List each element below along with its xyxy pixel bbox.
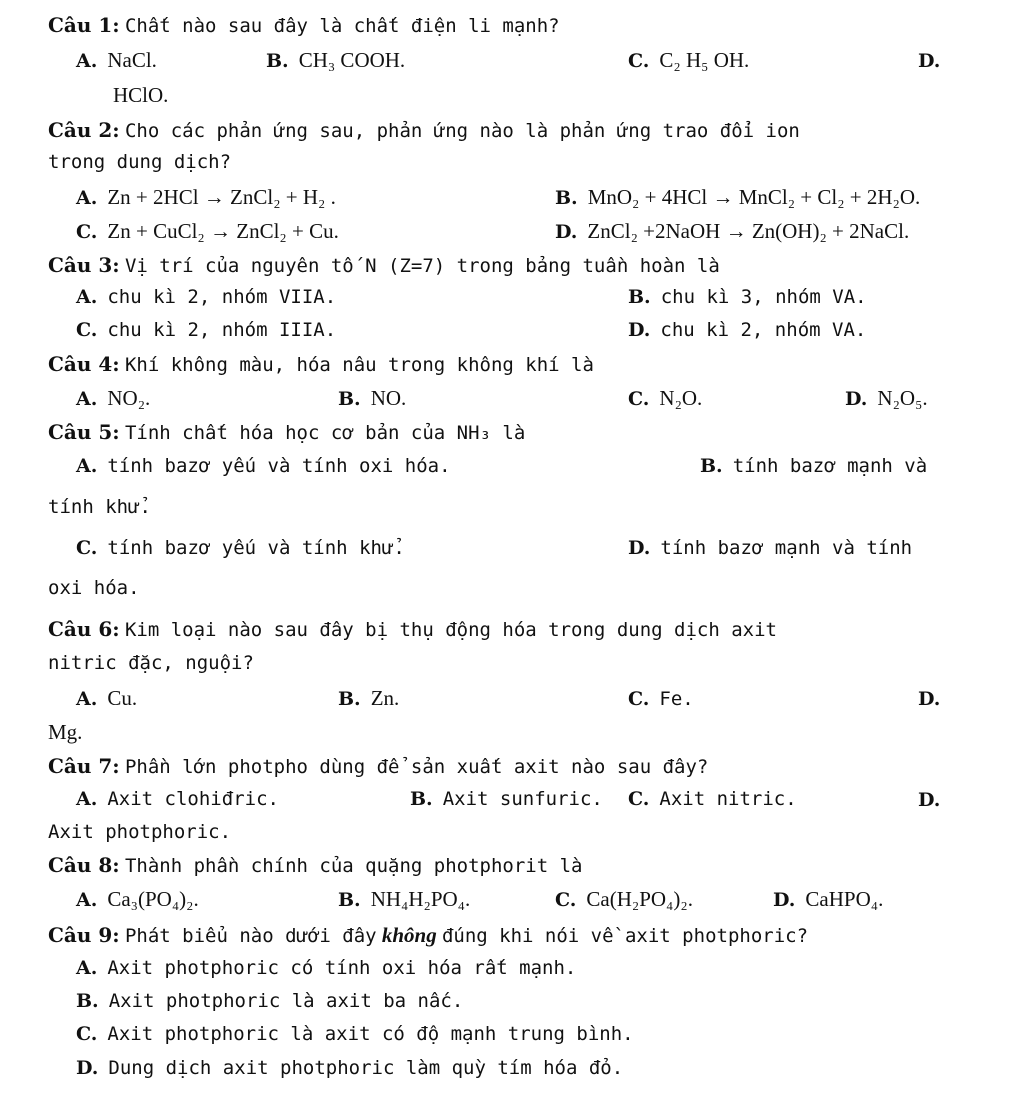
option-text: Dung dịch axit photphoric làm quỳ tím hóa đỏ. <box>108 1057 624 1079</box>
question-text: Chất nào sau đây là chất điện li mạnh? <box>124 15 560 37</box>
option-text: MnO₂ + 4HCl → MnCl₂ + Cl₂ + 2H₂O. <box>587 185 921 209</box>
option-b <box>338 685 399 712</box>
question-5 <box>48 419 525 446</box>
option-c <box>76 1021 634 1047</box>
option-letter: B. <box>628 286 651 308</box>
option-text: Zn. <box>370 686 400 710</box>
option-text: CaHPO₄. <box>805 887 884 911</box>
option-text: tính bazơ yếu và tính khử. <box>107 537 405 559</box>
option-a <box>76 786 279 812</box>
question-text: Kim loại nào sau đây bị thụ động hóa trong dung dịch axit <box>124 619 777 641</box>
option-text: NaCl. <box>107 48 157 72</box>
question-label: Câu 8: <box>48 853 120 877</box>
option-d <box>845 385 928 412</box>
option-text: chu kì 2, nhóm VIIA. <box>107 286 337 308</box>
option-a <box>76 453 451 479</box>
option-text: Axit photphoric có tính oxi hóa rất mạnh. <box>107 957 577 979</box>
option-d <box>555 218 909 245</box>
option-letter: D. <box>628 319 651 341</box>
option-a <box>76 284 336 310</box>
question-1 <box>48 12 560 39</box>
option-letter: C. <box>76 537 98 559</box>
option-text: Axit photphoric là axit có độ mạnh trung bình. <box>107 1023 634 1045</box>
option-letter: A. <box>76 688 98 710</box>
question-text-after: đúng khi nói về axit photphoric? <box>441 925 809 947</box>
option-text: CH₃ COOH. <box>298 48 406 72</box>
question-label: Câu 1: <box>48 13 120 37</box>
option-letter: D. <box>555 221 578 243</box>
option-letter: B. <box>338 388 361 410</box>
option-letter: C. <box>628 388 650 410</box>
option-b <box>338 886 470 913</box>
option-a <box>76 385 150 412</box>
option-d <box>76 1055 623 1081</box>
option-text: tính bazơ mạnh và tính <box>660 537 913 559</box>
option-text: Axit photphoric là axit ba nấc. <box>108 990 464 1012</box>
option-letter: B. <box>266 50 289 72</box>
option-letter: D. <box>773 889 796 911</box>
question-4 <box>48 351 594 378</box>
option-letter: A. <box>76 889 98 911</box>
option-text: tính bazơ yếu và tính oxi hóa. <box>107 455 451 477</box>
question-6 <box>48 616 777 643</box>
question-text: Phát biểu nào dưới đây <box>124 925 377 947</box>
option-letter: D. <box>918 50 941 72</box>
option-text: Ca₃(PO₄)₂. <box>107 887 199 911</box>
option-d-text: HClO. <box>113 83 169 107</box>
option-letter: A. <box>76 388 98 410</box>
option-letter: B. <box>555 187 578 209</box>
question-label: Câu 6: <box>48 617 120 641</box>
option-c <box>628 47 749 74</box>
option-d <box>918 685 950 712</box>
question-text: Cho các phản ứng sau, phản ứng nào là phản ứng trao đổi ion <box>124 120 800 142</box>
option-text: ZnCl₂ +2NaOH → Zn(OH)₂ + 2NaCl. <box>587 219 910 243</box>
question-text-cont: trong dung dịch? <box>48 151 232 173</box>
option-d-cont: oxi hóa. <box>48 577 140 599</box>
option-letter: B. <box>700 455 723 477</box>
option-a <box>76 47 157 74</box>
option-letter: D. <box>918 688 941 710</box>
question-label: Câu 3: <box>48 253 120 277</box>
option-text: Fe. <box>659 688 694 710</box>
option-text: Zn + 2HCl → ZnCl₂ + H₂ . <box>107 185 336 209</box>
option-c <box>76 317 336 343</box>
option-d-cont: Axit photphoric. <box>48 821 232 843</box>
question-text: Khí không màu, hóa nâu trong không khí là <box>124 354 594 376</box>
option-b <box>338 385 406 412</box>
option-letter: A. <box>76 455 98 477</box>
option-letter: D. <box>845 388 868 410</box>
option-letter: D. <box>76 1057 99 1079</box>
option-letter: D. <box>628 537 651 559</box>
option-letter: B. <box>338 688 361 710</box>
question-label: Câu 9: <box>48 923 120 947</box>
option-letter: B. <box>338 889 361 911</box>
question-7 <box>48 753 708 780</box>
option-text: chu kì 2, nhóm VA. <box>660 319 867 341</box>
option-b <box>76 988 463 1014</box>
question-text: Tính chất hóa học cơ bản của NH₃ là <box>124 422 526 444</box>
option-a <box>76 955 576 981</box>
question-label: Câu 4: <box>48 352 120 376</box>
question-label: Câu 2: <box>48 118 120 142</box>
option-c <box>76 535 405 561</box>
option-text: Axit clohiđric. <box>107 788 279 810</box>
question-text: Thành phần chính của quặng photphorit là <box>124 855 583 877</box>
option-text: Cu. <box>107 686 138 710</box>
option-b <box>700 453 927 479</box>
option-d <box>628 535 912 561</box>
option-c <box>628 685 694 712</box>
option-d <box>918 786 950 813</box>
option-d <box>628 317 866 343</box>
option-b <box>266 47 405 74</box>
option-text: Ca(H₂PO₄)₂. <box>586 887 693 911</box>
option-c <box>628 786 797 812</box>
option-text: N₂O. <box>659 386 703 410</box>
option-letter: A. <box>76 957 98 979</box>
option-text: chu kì 3, nhóm VA. <box>660 286 867 308</box>
question-text: Vị trí của nguyên tố N (Z=7) trong bảng tuần hoàn là <box>124 255 720 277</box>
option-letter: A. <box>76 788 98 810</box>
question-9 <box>48 922 808 949</box>
option-letter: C. <box>628 688 650 710</box>
option-letter: A. <box>76 286 98 308</box>
option-text: NH₄H₂PO₄. <box>370 887 471 911</box>
option-letter: C. <box>76 319 98 341</box>
question-text-cont: nitric đặc, nguội? <box>48 652 254 674</box>
option-text: C₂ H₅ OH. <box>659 48 750 72</box>
option-text: Axit sunfuric. <box>442 788 603 810</box>
option-a <box>76 685 137 712</box>
option-letter: A. <box>76 50 98 72</box>
option-b <box>410 786 603 812</box>
option-letter: B. <box>76 990 99 1012</box>
question-text: Phần lớn photpho dùng để sản xuất axit nào sau đây? <box>124 756 709 778</box>
option-c <box>628 385 702 412</box>
question-3 <box>48 252 720 279</box>
option-letter: D. <box>918 789 941 811</box>
question-label: Câu 5: <box>48 420 120 444</box>
option-letter: C. <box>628 788 650 810</box>
option-text: Axit nitric. <box>659 788 797 810</box>
option-b <box>628 284 867 310</box>
option-letter: A. <box>76 187 98 209</box>
option-c <box>76 218 339 245</box>
option-letter: C. <box>628 50 650 72</box>
question-label: Câu 7: <box>48 754 120 778</box>
option-d <box>918 47 950 74</box>
option-a <box>76 886 199 913</box>
option-text: NO. <box>370 386 407 410</box>
question-2 <box>48 117 800 144</box>
option-letter: C. <box>76 221 98 243</box>
option-text: tính bazơ mạnh và <box>732 455 928 477</box>
question-8 <box>48 852 583 879</box>
option-text: chu kì 2, nhóm IIIA. <box>107 319 337 341</box>
option-d <box>773 886 883 913</box>
option-text: Zn + CuCl₂ → ZnCl₂ + Cu. <box>107 219 339 243</box>
option-b-cont: tính khử. <box>48 496 151 518</box>
option-a <box>76 184 336 211</box>
option-letter: C. <box>555 889 577 911</box>
option-b <box>555 184 920 211</box>
option-letter: B. <box>410 788 433 810</box>
option-letter: C. <box>76 1023 98 1045</box>
option-d-cont: Mg. <box>48 720 83 744</box>
question-emphasis: không <box>381 923 437 947</box>
option-text: NO₂. <box>107 386 151 410</box>
option-text: N₂O₅. <box>877 386 928 410</box>
option-c <box>555 886 693 913</box>
